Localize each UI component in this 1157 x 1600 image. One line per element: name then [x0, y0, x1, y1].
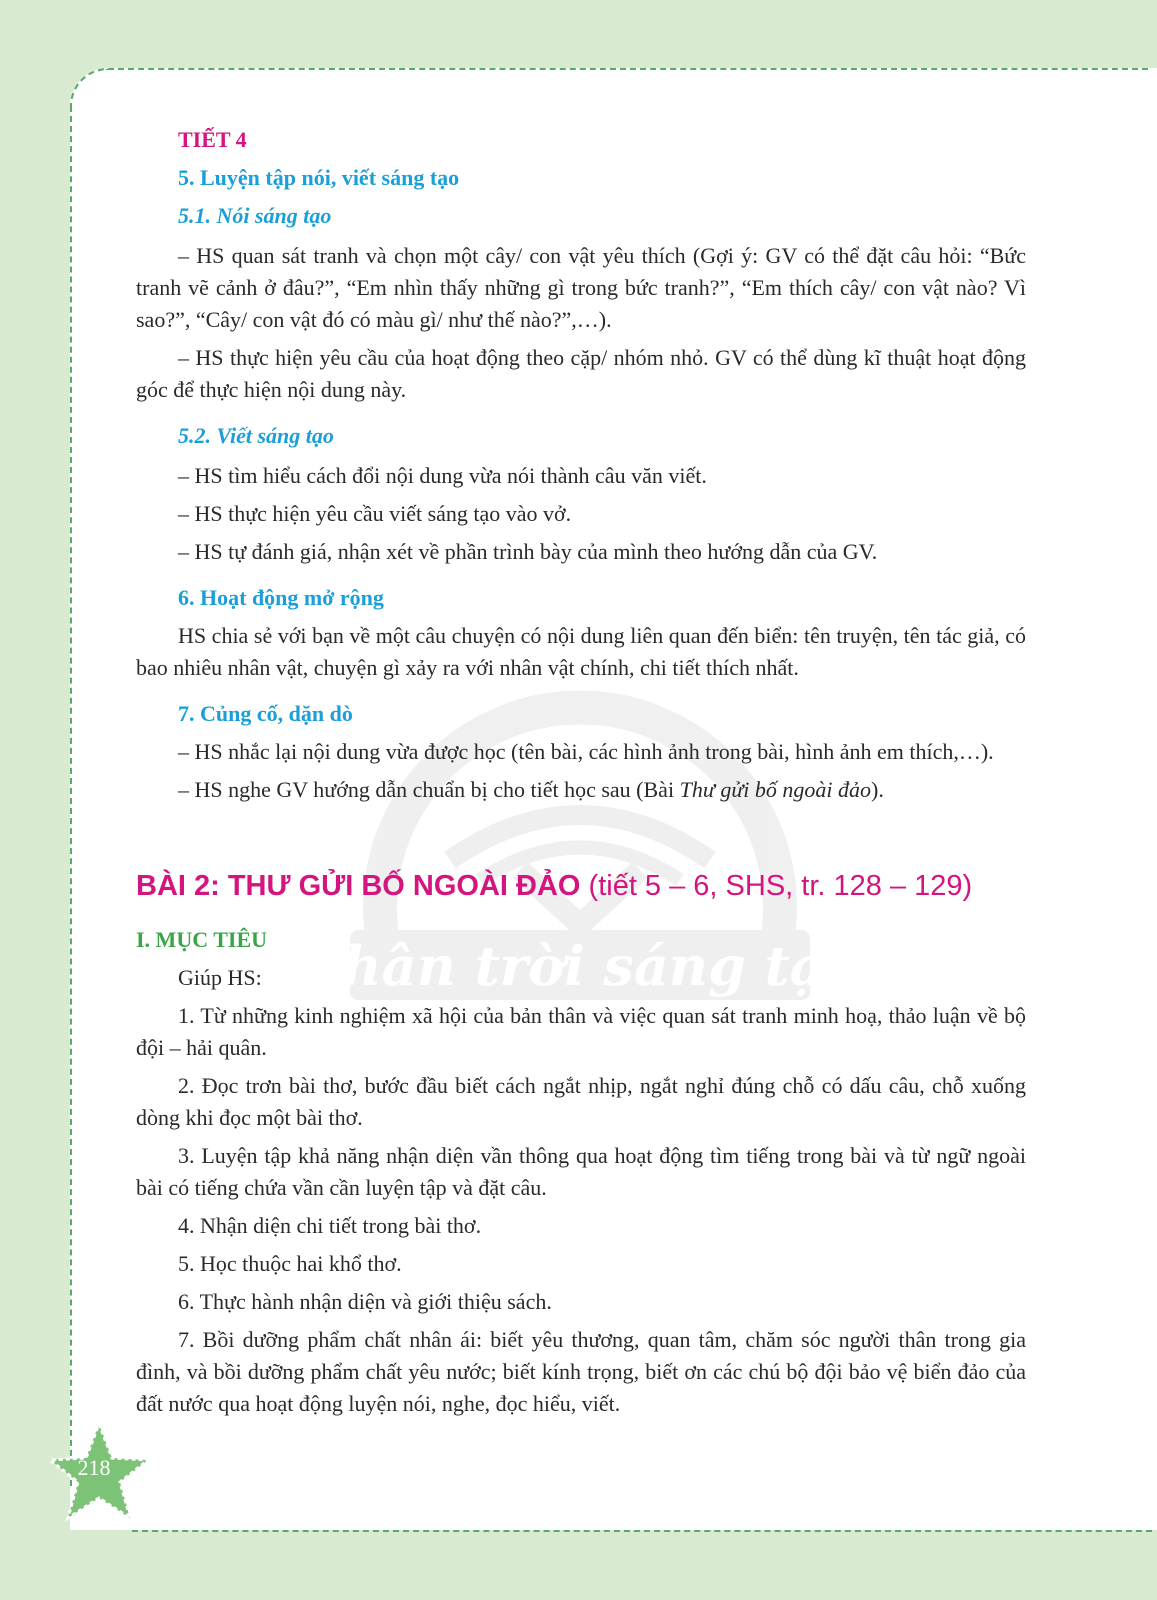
section-tiet-heading: TIẾT 4: [178, 127, 247, 152]
frame-left-border: [70, 106, 72, 1486]
page-content: [136, 124, 1026, 1426]
goal-item: 3. Luyện tập khả năng nhận diện vần thông qua hoạt động tìm tiếng trong bài và từ ngữ ngoài bài có tiếng chứa vần cần luyện tập và đặt câu.: [136, 1143, 1026, 1200]
heading-noi-sang-tao: 5.1. Nói sáng tạo: [178, 203, 332, 228]
goal-item: 5. Học thuộc hai khổ thơ.: [178, 1251, 402, 1276]
goal-item: 7. Bồi dưỡng phẩm chất nhân ái: biết yêu thương, quan tâm, chăm sóc người thân trong gia đình, và bồi dưỡng phẩm chất yêu nước; biết kính trọng, biết ơn các chú bộ đội bảo vệ biển đảo của đất nước qua hoạt động luyện nói, nghe, đọc hiểu, viết.: [136, 1327, 1026, 1416]
lesson-reference-title: Thư gửi bố ngoài đảo: [679, 777, 872, 802]
paragraph-cung-co-2-prefix: – HS nghe GV hướng dẫn chuẩn bị cho tiết học sau (Bài: [178, 777, 680, 802]
heading-muc-tieu: I. MỤC TIÊU: [136, 927, 268, 952]
heading-viet-sang-tao: 5.2. Viết sáng tạo: [178, 423, 334, 448]
frame-bottom-border: [132, 1530, 1152, 1532]
goal-item: 6. Thực hành nhận diện và giới thiệu sách.: [178, 1289, 552, 1314]
intro-giup-hs: Giúp HS:: [178, 965, 262, 990]
lesson-reference: (tiết 5 – 6, SHS, tr. 128 – 129): [588, 870, 973, 902]
list-item-viet-sang-tao: – HS tự đánh giá, nhận xét về phần trình bày của mình theo hướng dẫn của GV.: [178, 539, 878, 564]
list-item-viet-sang-tao: – HS thực hiện yêu cầu viết sáng tạo vào vở.: [178, 501, 572, 526]
list-item-viet-sang-tao: – HS tìm hiểu cách đổi nội dung vừa nói thành câu văn viết.: [178, 463, 707, 488]
page-number: 218: [77, 1455, 111, 1480]
goal-item: 4. Nhận diện chi tiết trong bài thơ.: [178, 1213, 482, 1238]
heading-hoat-dong-mo-rong: 6. Hoạt động mở rộng: [178, 585, 384, 610]
lesson-title: BÀI 2: THƯ GỬI BỐ NGOÀI ĐẢO: [136, 870, 581, 902]
paragraph-noi-sang-tao-2: – HS thực hiện yêu cầu của hoạt động theo cặp/ nhóm nhỏ. GV có thể dùng kĩ thuật hoạt động góc để thực hiện nội dung này.: [136, 345, 1026, 402]
paragraph-cung-co-2-suffix: ).: [871, 777, 884, 802]
heading-cung-co-dan-do: 7. Củng cố, dặn dò: [178, 701, 353, 726]
frame-top-border: [108, 68, 1148, 70]
goal-item: 2. Đọc trơn bài thơ, bước đầu biết cách ngắt nhịp, ngắt nghỉ đúng chỗ có dấu câu, chỗ xuống dòng khi đọc một bài thơ.: [136, 1073, 1026, 1130]
paragraph-cung-co-2: [136, 774, 1026, 806]
goal-item: 1. Từ những kinh nghiệm xã hội của bản thân và việc quan sát tranh minh hoạ, thảo luận về bộ đội – hải quân.: [136, 1003, 1026, 1060]
paragraph-noi-sang-tao-1: – HS quan sát tranh và chọn một cây/ con vật yêu thích (Gợi ý: GV có thể đặt câu hỏi: “Bức tranh vẽ cảnh ở đâu?”, “Em nhìn thấy những gì trong bức tranh?”, “Em thích cây/ con vật nào? Vì sao?”, “Cây/ con vật đó có màu gì/ như thế nào?”,…).: [136, 243, 1026, 332]
frame-corner: [70, 68, 108, 106]
paragraph-hoat-dong-mo-rong: HS chia sẻ với bạn về một câu chuyện có nội dung liên quan đến biển: tên truyện, tên tác giả, có bao nhiêu nhân vật, chuyện gì xảy ra với nhân vật chính, chi tiết thích nhất.: [136, 623, 1026, 680]
heading-luyen-tap-noi-viet: 5. Luyện tập nói, viết sáng tạo: [178, 165, 460, 190]
lesson-heading: [136, 868, 1026, 904]
paragraph-cung-co-1: – HS nhắc lại nội dung vừa được học (tên bài, các hình ảnh trong bài, hình ảnh em thích,…).: [178, 739, 994, 764]
